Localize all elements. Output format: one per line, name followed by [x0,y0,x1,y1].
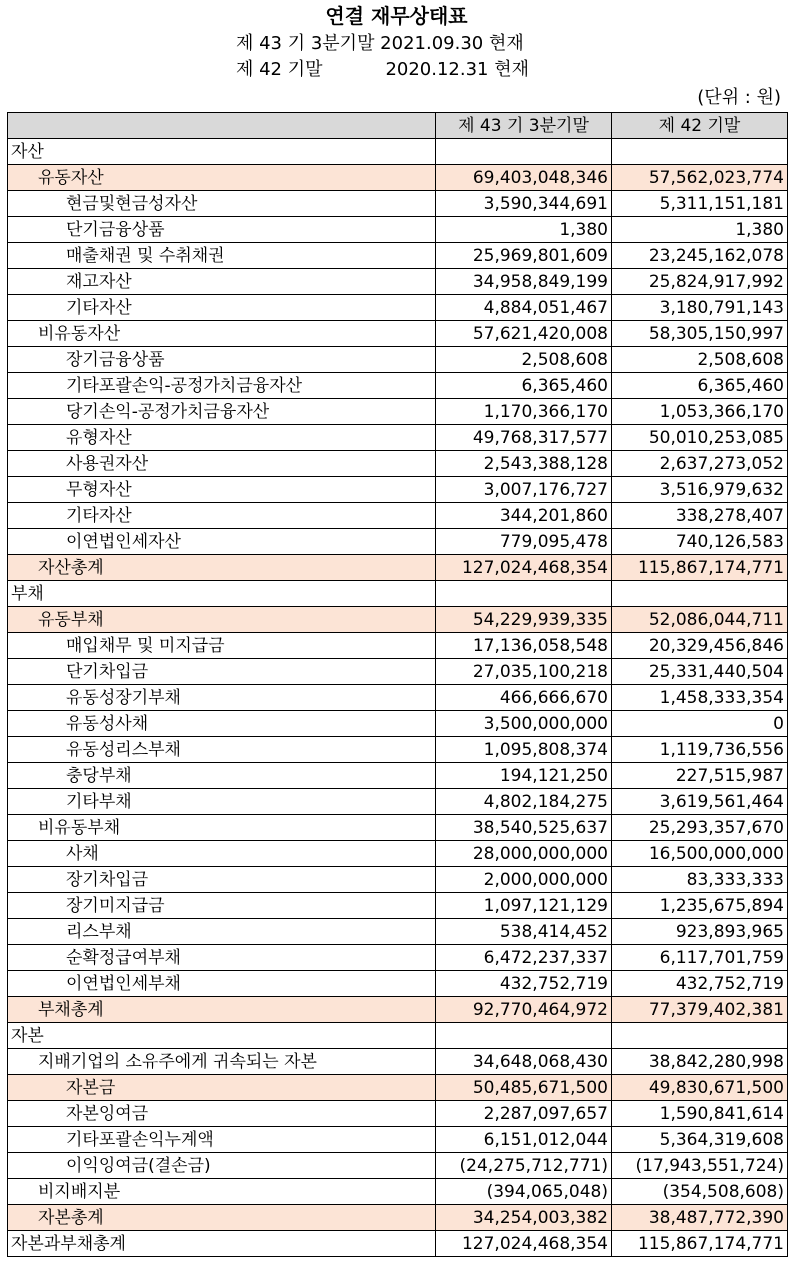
table-row [8,815,788,841]
row-label: 사용권자산 [8,451,436,477]
table-row [8,165,788,191]
row-label: 재고자산 [8,269,436,295]
current-period-value: 34,958,849,199 [436,269,612,295]
table-row [8,945,788,971]
row-label: 부채총계 [8,997,436,1023]
prior-period-value: 227,515,987 [612,763,788,789]
current-period-value: 49,768,317,577 [436,425,612,451]
period-prior-label: 제 42 기말 2020.12.31 현재 [236,59,530,80]
header-row [8,113,788,139]
table-row [8,919,788,945]
row-label: 유동성사채 [8,711,436,737]
table-row [8,685,788,711]
row-label: 기타포괄손익-공정가치금융자산 [8,373,436,399]
table-row [8,841,788,867]
row-label: 기타자산 [8,503,436,529]
prior-period-value: 1,380 [612,217,788,243]
current-period-value: 194,121,250 [436,763,612,789]
row-label: 자본총계 [8,1205,436,1231]
prior-period-value: 3,180,791,143 [612,295,788,321]
prior-period-value: 25,331,440,504 [612,659,788,685]
current-period-value: 3,500,000,000 [436,711,612,737]
current-period-value: 2,287,097,657 [436,1101,612,1127]
table-row [8,763,788,789]
current-period-value: 4,802,184,275 [436,789,612,815]
prior-period-value: 77,379,402,381 [612,997,788,1023]
current-period-value: 344,201,860 [436,503,612,529]
table-row [8,633,788,659]
prior-period-value: 740,126,583 [612,529,788,555]
current-period-value: 38,540,525,637 [436,815,612,841]
prior-period-value: 6,117,701,759 [612,945,788,971]
prior-period-value [612,139,788,165]
table-row [8,295,788,321]
row-label: 유동성장기부채 [8,685,436,711]
prior-period-value: (354,508,608) [612,1179,788,1205]
current-period-value: 27,035,100,218 [436,659,612,685]
current-period-value: 34,254,003,382 [436,1205,612,1231]
prior-period-value: 38,842,280,998 [612,1049,788,1075]
prior-period-value: 3,516,979,632 [612,477,788,503]
current-period-value: 3,590,344,691 [436,191,612,217]
current-period-value [436,139,612,165]
table-row [8,581,788,607]
table-row [8,997,788,1023]
table-row [8,1153,788,1179]
table-row [8,477,788,503]
row-label: 이연법인세부채 [8,971,436,997]
prior-period-value: 16,500,000,000 [612,841,788,867]
prior-period-value: 1,590,841,614 [612,1101,788,1127]
prior-period-value: 50,010,253,085 [612,425,788,451]
row-label: 현금및현금성자산 [8,191,436,217]
table-row [8,1101,788,1127]
row-label: 비유동자산 [8,321,436,347]
prior-period-value: 49,830,671,500 [612,1075,788,1101]
table-row [8,1023,788,1049]
table-body [8,139,788,1257]
row-label: 자본 [8,1023,436,1049]
table-row [8,1075,788,1101]
balance-sheet-table [7,112,788,1257]
current-period-value: 1,170,366,170 [436,399,612,425]
prior-period-value: 5,364,319,608 [612,1127,788,1153]
current-period-value: 127,024,468,354 [436,1231,612,1257]
table-row [8,1179,788,1205]
current-period-value: 50,485,671,500 [436,1075,612,1101]
row-label: 이익잉여금(결손금) [8,1153,436,1179]
table-row [8,711,788,737]
current-period-value: 92,770,464,972 [436,997,612,1023]
prior-period-value: 1,458,333,354 [612,685,788,711]
row-label: 이연법인세자산 [8,529,436,555]
current-period-value: 1,095,808,374 [436,737,612,763]
current-period-value: 2,508,608 [436,347,612,373]
prior-period-value: 2,637,273,052 [612,451,788,477]
table-row [8,217,788,243]
current-period-value: (24,275,712,771) [436,1153,612,1179]
row-label: 단기차입금 [8,659,436,685]
header-prior-period: 제 42 기말 [612,113,788,139]
table-row [8,503,788,529]
prior-period-value: (17,943,551,724) [612,1153,788,1179]
row-label: 순확정급여부채 [8,945,436,971]
current-period-value: 69,403,048,346 [436,165,612,191]
table-row [8,893,788,919]
prior-period-value: 0 [612,711,788,737]
current-period-value: 6,365,460 [436,373,612,399]
unit-label: (단위 : 원) [697,87,781,108]
table-row [8,373,788,399]
table-row [8,191,788,217]
row-label: 충당부채 [8,763,436,789]
prior-period-value: 25,824,917,992 [612,269,788,295]
row-label: 장기차입금 [8,867,436,893]
table-row [8,1205,788,1231]
prior-period-value [612,581,788,607]
table-row [8,529,788,555]
table-row [8,269,788,295]
row-label: 부채 [8,581,436,607]
row-label: 유동자산 [8,165,436,191]
row-label: 자산총계 [8,555,436,581]
current-period-value [436,581,612,607]
prior-period-value: 83,333,333 [612,867,788,893]
table-row [8,1231,788,1257]
current-period-value: 17,136,058,548 [436,633,612,659]
row-label: 기타부채 [8,789,436,815]
table-row [8,971,788,997]
prior-period-value: 23,245,162,078 [612,243,788,269]
current-period-value: 6,472,237,337 [436,945,612,971]
current-period-value: 1,380 [436,217,612,243]
prior-period-value: 1,235,675,894 [612,893,788,919]
current-period-value: 4,884,051,467 [436,295,612,321]
prior-period-value: 20,329,456,846 [612,633,788,659]
row-label: 자산 [8,139,436,165]
row-label: 매출채권 및 수취채권 [8,243,436,269]
table-row [8,425,788,451]
prior-period-value: 52,086,044,711 [612,607,788,633]
current-period-value: 779,095,478 [436,529,612,555]
current-period-value: 127,024,468,354 [436,555,612,581]
row-label: 자본금 [8,1075,436,1101]
current-period-value: 3,007,176,727 [436,477,612,503]
current-period-value: 6,151,012,044 [436,1127,612,1153]
row-label: 무형자산 [8,477,436,503]
current-period-value: (394,065,048) [436,1179,612,1205]
row-label: 장기미지급금 [8,893,436,919]
current-period-value: 538,414,452 [436,919,612,945]
prior-period-value [612,1023,788,1049]
prior-period-value: 1,119,736,556 [612,737,788,763]
header-label-cell [8,113,436,139]
table-row [8,1127,788,1153]
row-label: 비지배지분 [8,1179,436,1205]
header-current-period: 제 43 기 3분기말 [436,113,612,139]
current-period-value: 34,648,068,430 [436,1049,612,1075]
current-period-value: 2,000,000,000 [436,867,612,893]
table-row [8,321,788,347]
prior-period-value: 5,311,151,181 [612,191,788,217]
row-label: 기타포괄손익누계액 [8,1127,436,1153]
table-row [8,243,788,269]
prior-period-value: 1,053,366,170 [612,399,788,425]
prior-period-value: 115,867,174,771 [612,555,788,581]
prior-period-value: 6,365,460 [612,373,788,399]
row-label: 비유동부채 [8,815,436,841]
current-period-value: 432,752,719 [436,971,612,997]
prior-period-value: 57,562,023,774 [612,165,788,191]
row-label: 기타자산 [8,295,436,321]
prior-period-value: 923,893,965 [612,919,788,945]
table-row [8,347,788,373]
current-period-value: 28,000,000,000 [436,841,612,867]
table-row [8,607,788,633]
row-label: 자본과부채총계 [8,1231,436,1257]
row-label: 유동부채 [8,607,436,633]
current-period-value [436,1023,612,1049]
row-label: 유동성리스부채 [8,737,436,763]
table-row [8,1049,788,1075]
table-row [8,867,788,893]
current-period-value: 57,621,420,008 [436,321,612,347]
prior-period-value: 38,487,772,390 [612,1205,788,1231]
statement-title: 연결 재무상태표 [325,4,468,28]
row-label: 단기금융상품 [8,217,436,243]
prior-period-value: 115,867,174,771 [612,1231,788,1257]
table-row [8,555,788,581]
prior-period-value: 2,508,608 [612,347,788,373]
table-row [8,789,788,815]
row-label: 사채 [8,841,436,867]
row-label: 리스부채 [8,919,436,945]
table-row [8,139,788,165]
current-period-value: 466,666,670 [436,685,612,711]
prior-period-value: 25,293,357,670 [612,815,788,841]
table-row [8,659,788,685]
row-label: 자본잉여금 [8,1101,436,1127]
table-row [8,451,788,477]
prior-period-value: 58,305,150,997 [612,321,788,347]
prior-period-value: 338,278,407 [612,503,788,529]
row-label: 장기금융상품 [8,347,436,373]
row-label: 당기손익-공정가치금융자산 [8,399,436,425]
table-row [8,399,788,425]
prior-period-value: 3,619,561,464 [612,789,788,815]
row-label: 매입채무 및 미지급금 [8,633,436,659]
table-row [8,737,788,763]
row-label: 지배기업의 소유주에게 귀속되는 자본 [8,1049,436,1075]
row-label: 유형자산 [8,425,436,451]
current-period-value: 25,969,801,609 [436,243,612,269]
current-period-value: 54,229,939,335 [436,607,612,633]
current-period-value: 2,543,388,128 [436,451,612,477]
prior-period-value: 432,752,719 [612,971,788,997]
period-current-label: 제 43 기 3분기말 2021.09.30 현재 [236,33,524,54]
current-period-value: 1,097,121,129 [436,893,612,919]
